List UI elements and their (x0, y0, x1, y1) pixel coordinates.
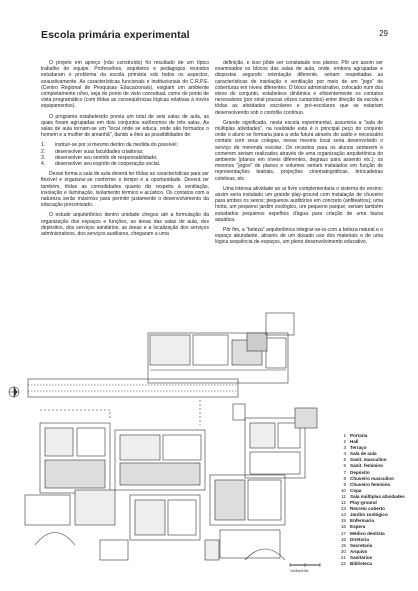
legend-number: 19 (340, 542, 346, 548)
legend-label: Arquivo (350, 548, 368, 554)
legend-number: 3 (343, 445, 346, 451)
page-number: 29 (379, 29, 388, 38)
legend-label: Espera (350, 524, 366, 530)
paragraph: Pôr fim, a "beleza" arquitetônica integrar-se-ia com a beleza natural e o espaço abundante, através de um dosado uso dos materiais e de uma lógica sequência de espaços, um pleno desenvolvimento educativo. (215, 227, 383, 246)
legend-label: Play-ground (350, 500, 377, 506)
north-arrow-icon (9, 387, 19, 397)
paragraph: Uma intensa atividade ao ar livre complementaria o sistema de ensino; assim seria instalado um grande play-ground com instalação de chuveiro para ambos os sexos; pequenos auditórios em concreto (anfiteatros); uma horta, um pequeno jardim zoológico, um pequeno parque; seriam também estudados pequenos espelhos d'água para criação de uma fauna aquática. (215, 185, 383, 223)
paragraph: O projeto em apreço (não construído) foi resultado de um típico trabalho de equipe. Professôres, arquitetos e pedagogos reunidos estudaram o problema da escola primária sob todos os aspectos, exaustivamente. As características funcionais e institucionais do C.R.P.E. (Centro Regional de Pesquisas Educacionais), exigiam um ambiente completamente nôvo, seja do ponto de visto conceitual, como do ponto de vista programático (com tôdas as conseqüências lógicas relativas à novos equipamentos). (41, 60, 209, 110)
legend-item (333, 561, 413, 567)
legend-number: 22 (340, 560, 346, 566)
legend-label: Chuveiro feminino (350, 481, 391, 487)
legend-label: Biblioteca (350, 560, 372, 566)
page-title: Escola primária experimental (41, 29, 190, 41)
legend-label: Sanitários (350, 554, 373, 560)
legend-number: 7 (343, 469, 346, 475)
legend-number: 14 (340, 512, 346, 518)
legend-number: 9 (343, 481, 346, 487)
legend-number: 4 (343, 451, 346, 457)
list-text: desenvolver seu sentido de responsabilidade; (55, 154, 158, 161)
legend-number: 5 (343, 457, 346, 463)
legend-number: 15 (340, 518, 346, 524)
paragraph: definição, e isso pôde ser constatado nos planos. Pôr um assim ser examinados os blocos das salas de aula, onde, embora agrupadas e dispostas segundo orientação diferente, seriam respeitadas as características de insolação e ventilação por meio de um "jogo" de coberturas em níveis diferentes. O bloco administrativo, colocado num dos eixos do conjunto, estabelece dinâmica e eficientemente os contatos necessários (por sinal poucas vêzes cumpridos) entre direção da escola e tôdas as atividades escolares e pré-escolares que se estariam desenvolvendo sob o contrôle contínuo. (215, 60, 383, 116)
paragraph: Desse forma a sala de aula deverá ter tôdas as características para ser flexível e organizar-se conforme o tempo e a oportunidade. Deverá ter também, tôdas as comodidades quanto diz respeito à ventilação, insolação e iluminação, isolamento térmico e acústico. Os contatos com a natureza serão máximos para permitir justamente o desenvolvimento da educação preconizado. (41, 171, 209, 209)
legend-label: Sanit. masculino (350, 457, 387, 463)
paragraph: O programa estabelecido previa um total de seis salas de aula, as quais foram agrupadas em dois conjuntos autônomos de três salas. As salas de aula tornam-se um "local onde se educa, onde são formados o homem e a mulher de amanhã", dando a êles as possibilidades de: (41, 113, 209, 139)
list-number: 4. (41, 161, 46, 168)
list-text: desenvolver suas faculdades criadoras; (55, 148, 144, 155)
legend-label: Jardim zoológico (350, 512, 388, 518)
legend-number: 2 (343, 439, 346, 445)
legend-number: 18 (340, 536, 346, 542)
legend-number: 10 (340, 487, 346, 493)
legend-number: 17 (340, 530, 346, 536)
paragraph: Grande significado, nesta escola experimental, assumiria a "sala de múltiplas atividades", na realidade esta é o principal peço do conjunto onde o aluno se formaria para a vida futura através do sadio e necessário contato com seus colegas, nesse mesmo local seria desenvolvido o serviço de merenda escolar. Os recantos para os alunos sentarem e comerem seriam realizados através de uma organização arquitetônica do ambiente (planos em níveis diferentes, degraus para assento etc.); os mesmos "jogos" de planos e volumes seriam instalados em função de representações teatrais, projeções cinematográficas, brincadeiras coletivas, etc. (215, 119, 383, 182)
legend-number: 12 (340, 500, 346, 506)
legend-label: Hall (350, 439, 359, 445)
paragraph: O estudo arquitetônico dentro unidade chegou até a formulação da organização dos espaços e funções, as áreas das salas de aula, dos depósitos, dos serviços sanitários, as áreas e a localização dos serviços administrativos, dos serviços auxiliares, chegaram a uma (41, 212, 209, 238)
legend-label: Médico dentista (350, 530, 385, 536)
legend-label: Recreio coberto (350, 506, 385, 512)
objectives-list (41, 142, 209, 167)
legend-label: Sanit. feminino (350, 463, 383, 469)
legend-label: Enfermaria (350, 518, 375, 524)
legend-number: 21 (340, 554, 346, 560)
list-number: 3. (41, 154, 46, 161)
left-text-column (41, 60, 209, 241)
list-number: 2. (41, 148, 46, 155)
legend-label: Terraço (350, 445, 367, 451)
legend-number: 6 (343, 463, 346, 469)
legend-label: Sala de aula (350, 451, 377, 457)
legend-label: Diretoria (350, 536, 369, 542)
legend-label: Sala múltiplas atividades (350, 493, 405, 499)
scale-label: 1m/5m/10m (290, 569, 309, 573)
right-text-column (215, 60, 383, 250)
legend-label: Depósito (350, 469, 370, 475)
legend-label: Chuveiro masculino (350, 475, 394, 481)
legend-label: Copa (350, 487, 362, 493)
legend-number: 20 (340, 548, 346, 554)
plan-legend (333, 433, 413, 567)
list-number: 1. (41, 142, 46, 149)
legend-number: 16 (340, 524, 346, 530)
legend-label: Portaria (350, 433, 368, 438)
legend-number: 1 (343, 433, 346, 438)
list-text: desenvolver seu espírito de cooperação social. (55, 161, 161, 168)
legend-label: Secretaria (350, 542, 373, 548)
legend-number: 8 (343, 475, 346, 481)
list-text: instruir-se por si mesmo dentro da medida do possível; (55, 142, 178, 149)
legend-number: 11 (341, 493, 346, 499)
legend-number: 13 (340, 506, 346, 512)
list-item (41, 161, 209, 167)
